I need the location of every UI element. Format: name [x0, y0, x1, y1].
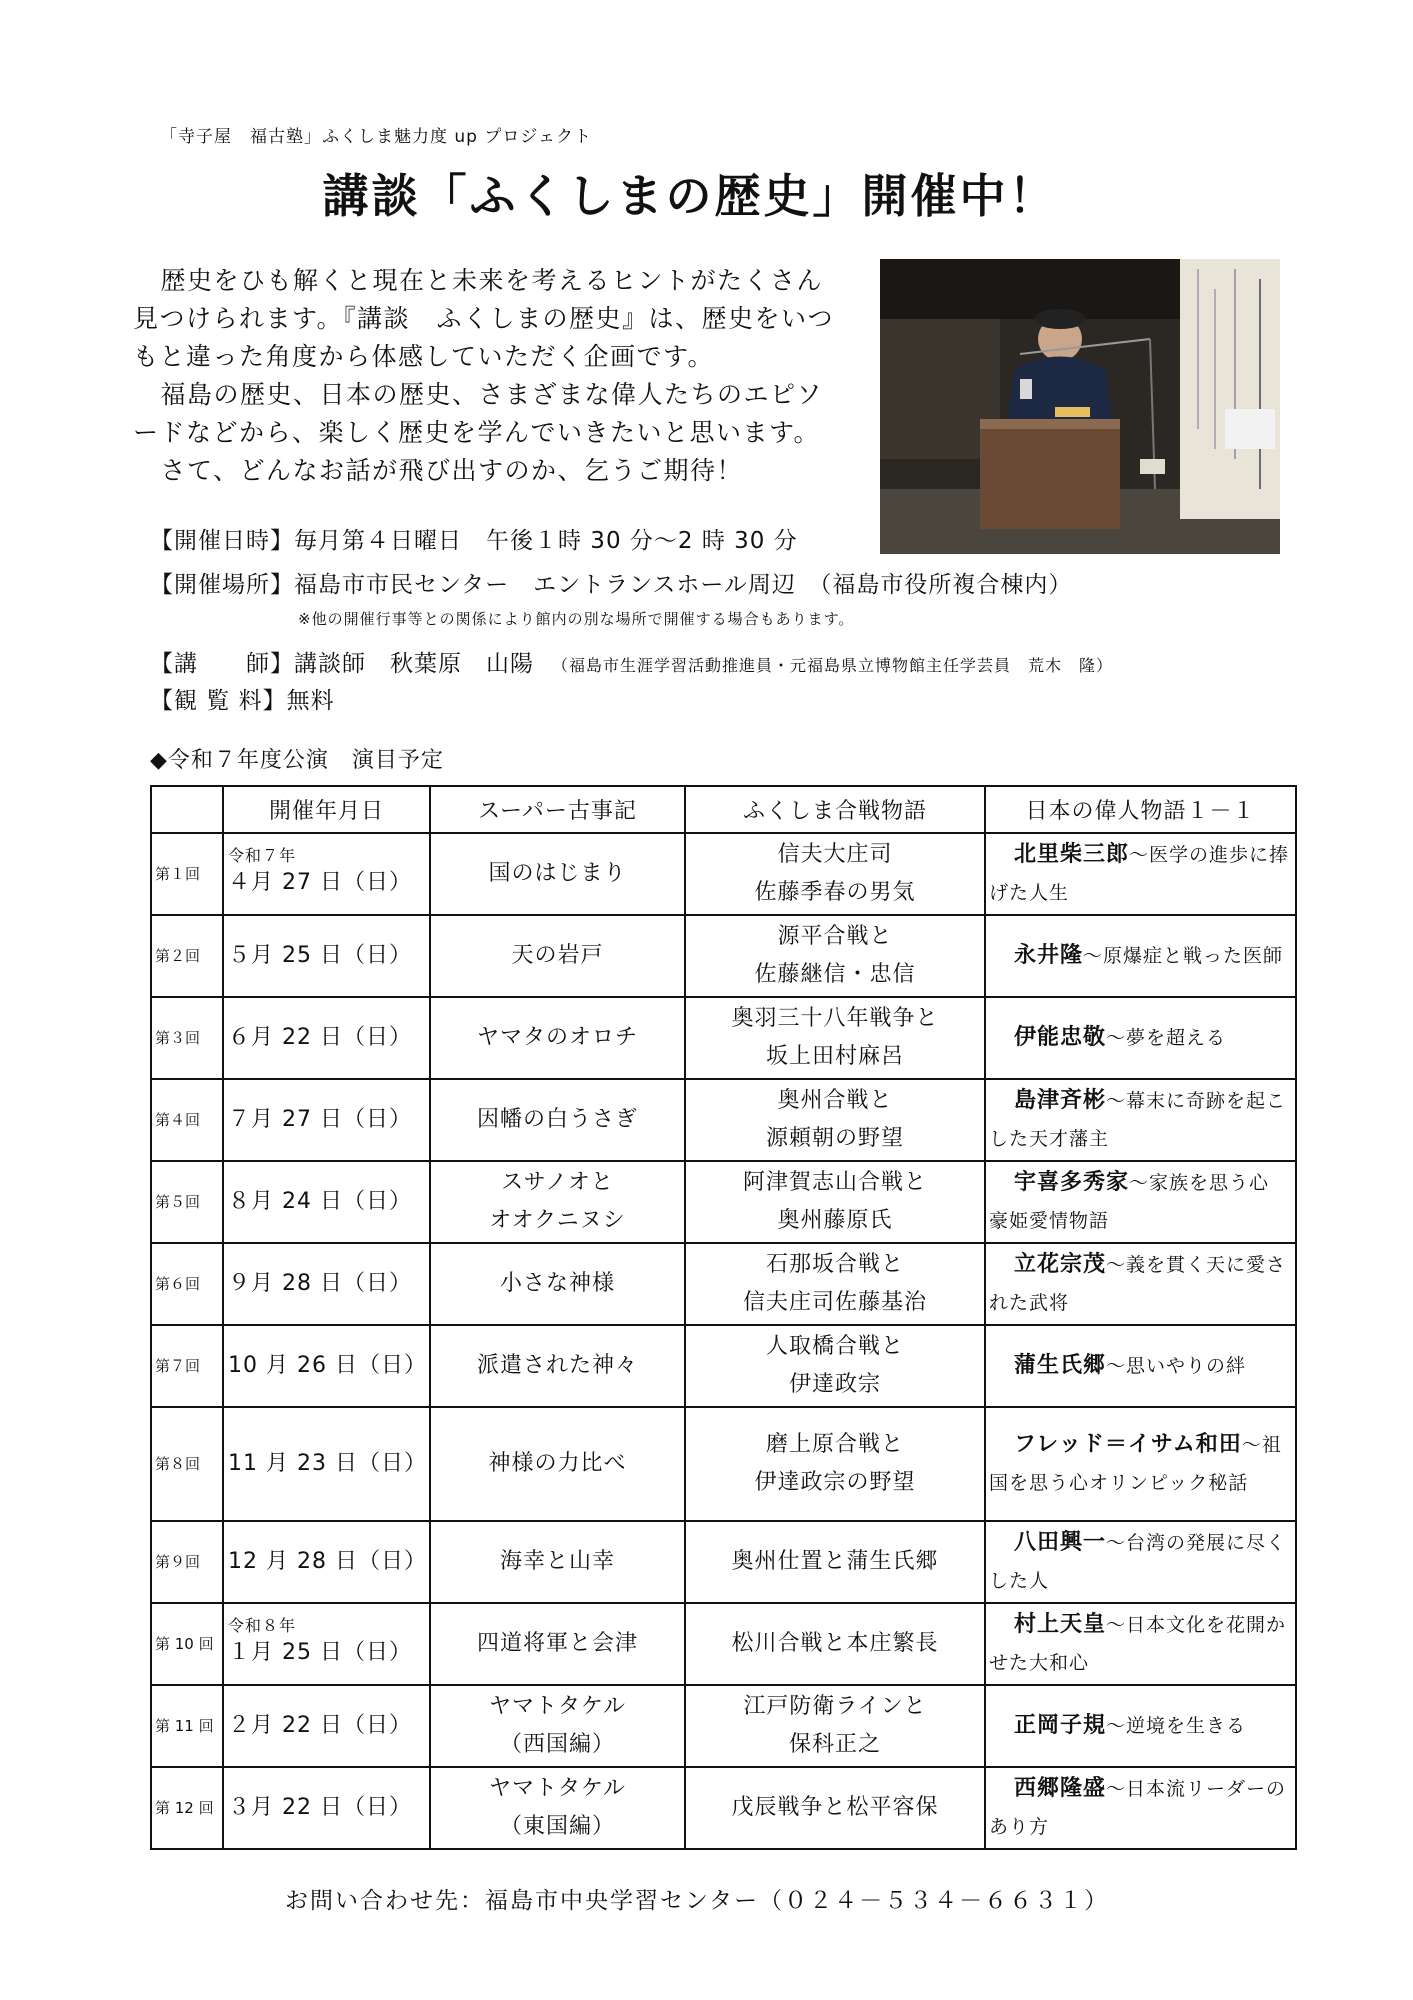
header-num	[151, 786, 223, 833]
era-year: 令和７年	[228, 846, 297, 865]
table-row	[151, 915, 1296, 997]
table-row	[151, 1685, 1296, 1767]
table-row	[151, 1079, 1296, 1161]
table-row	[151, 1161, 1296, 1243]
kassen-line: 石那坂合戦と	[765, 1252, 904, 1277]
session-number: 第１回	[151, 833, 223, 915]
session-date: ７月 27 日（日）	[228, 1107, 412, 1132]
session-date: １月 25 日（日）	[228, 1640, 412, 1665]
ijin-name: フレッド＝イサム和田	[1014, 1432, 1242, 1457]
lecturer-value: 講談師 秋葉原 山陽	[294, 651, 534, 677]
ijin-description: ～台湾の発展に尽くした人	[989, 1532, 1287, 1592]
session-date-cell	[223, 1407, 430, 1521]
page-title: 講談「ふくしまの歴史」開催中！	[322, 169, 1058, 223]
kassen-cell	[685, 1521, 985, 1603]
storyteller-photo	[880, 259, 1280, 554]
session-date-cell	[223, 1243, 430, 1325]
ijin-cell	[985, 915, 1296, 997]
kassen-line: 奥州合戦と	[777, 1088, 893, 1113]
fee-value: 無料	[286, 688, 335, 714]
lecturer-label: 【講 師】	[150, 651, 294, 677]
session-number: 第 12 回	[151, 1767, 223, 1849]
ijin-name: 立花宗茂	[1014, 1252, 1107, 1277]
session-date-cell	[223, 1685, 430, 1767]
ijin-description: ～逆境を生きる	[1106, 1715, 1247, 1737]
kojiki-title: ヤマトタケル （東国編）	[430, 1767, 685, 1849]
session-date: ６月 22 日（日）	[228, 1025, 412, 1050]
fee-label: 【観 覧 料】	[150, 688, 287, 714]
ijin-cell	[985, 1325, 1296, 1407]
kassen-cell	[685, 1603, 985, 1685]
session-date-cell	[223, 1521, 430, 1603]
contact-info: お問い合わせ先：福島市中央学習センター（０２４－５３４－６６３１）	[285, 1888, 1110, 1914]
kassen-line: 保科正之	[788, 1732, 881, 1757]
kassen-line: 江戸防衛ラインと	[743, 1694, 927, 1719]
session-date: ３月 22 日（日）	[228, 1795, 412, 1820]
header-ijin: 日本の偉人物語１－１	[985, 786, 1296, 833]
season-title: ◆令和７年度公演 演目予定	[150, 748, 444, 773]
ijin-description: ～義を貫く天に愛された武将	[989, 1254, 1287, 1314]
kassen-line: 磨上原合戦と	[765, 1432, 904, 1457]
venue-value: 福島市市民センター エントランスホール周辺 （福島市役所複合棟内）	[294, 572, 1073, 598]
ijin-cell	[985, 1161, 1296, 1243]
ijin-cell	[985, 1079, 1296, 1161]
session-number: 第 11 回	[151, 1685, 223, 1767]
kassen-line: 伊達政宗の野望	[754, 1470, 916, 1495]
table-header-row	[151, 786, 1296, 833]
kassen-cell	[685, 915, 985, 997]
info-venue	[150, 566, 1072, 599]
header-kassen: ふくしま合戦物語	[685, 786, 985, 833]
venue-label: 【開催場所】	[150, 572, 294, 598]
session-number: 第４回	[151, 1079, 223, 1161]
session-date: ２月 22 日（日）	[228, 1713, 412, 1738]
ijin-description: ～家族を思う心 豪姫愛情物語	[989, 1172, 1290, 1232]
table-row	[151, 1603, 1296, 1685]
kojiki-title: 国のはじまり	[430, 833, 685, 915]
ijin-cell	[985, 1767, 1296, 1849]
era-year: 令和８年	[228, 1616, 297, 1635]
kojiki-title: ヤマトタケル （西国編）	[430, 1685, 685, 1767]
session-date: ９月 28 日（日）	[228, 1271, 412, 1296]
table-row	[151, 1767, 1296, 1849]
ijin-name: 伊能忠敬	[1014, 1025, 1107, 1050]
session-date-cell	[223, 833, 430, 915]
session-date: ４月 27 日（日）	[228, 870, 412, 895]
kassen-line: 奥州仕置と蒲生氏郷	[731, 1549, 939, 1574]
kassen-line: 松川合戦と本庄繁長	[731, 1631, 939, 1656]
session-number: 第９回	[151, 1521, 223, 1603]
ijin-description: ～日本文化を花開かせた大和心	[989, 1614, 1287, 1674]
session-date-cell	[223, 997, 430, 1079]
kojiki-title: 天の岩戸	[430, 915, 685, 997]
kassen-cell	[685, 1685, 985, 1767]
ijin-name: 宇喜多秀家	[1014, 1170, 1130, 1195]
datetime-label: 【開催日時】	[150, 528, 294, 554]
kassen-cell	[685, 1079, 985, 1161]
kojiki-title: スサノオと オオクニヌシ	[430, 1161, 685, 1243]
ijin-cell	[985, 997, 1296, 1079]
table-row	[151, 1243, 1296, 1325]
ijin-cell	[985, 1685, 1296, 1767]
kassen-line: 源頼朝の野望	[765, 1126, 904, 1151]
kassen-line: 奥羽三十八年戦争と	[731, 1006, 939, 1031]
ijin-name: 正岡子規	[1014, 1713, 1107, 1738]
table-row	[151, 833, 1296, 915]
kassen-cell	[685, 997, 985, 1079]
kojiki-title: 海幸と山幸	[430, 1521, 685, 1603]
kassen-line: 信夫大庄司	[777, 842, 893, 867]
ijin-description: ～祖国を思う心オリンピック秘話	[989, 1434, 1282, 1494]
kassen-line: 佐藤季春の男気	[754, 880, 916, 905]
session-date: ８月 24 日（日）	[228, 1189, 412, 1214]
session-date-cell	[223, 1603, 430, 1685]
kojiki-title: 四道将軍と会津	[430, 1603, 685, 1685]
ijin-cell	[985, 1603, 1296, 1685]
kassen-line: 伊達政宗	[788, 1372, 881, 1397]
kassen-cell	[685, 1243, 985, 1325]
header-date: 開催年月日	[223, 786, 430, 833]
session-number: 第２回	[151, 915, 223, 997]
kassen-cell	[685, 1767, 985, 1849]
venue-note: ※他の開催行事等との関係により館内の別な場所で開催する場合もあります。	[298, 610, 855, 628]
kassen-line: 坂上田村麻呂	[765, 1044, 904, 1069]
ijin-cell	[985, 833, 1296, 915]
session-number: 第 10 回	[151, 1603, 223, 1685]
session-date-cell	[223, 1161, 430, 1243]
ijin-description: ～医学の進歩に捧げた人生	[989, 844, 1290, 904]
kojiki-title: 小さな神様	[430, 1243, 685, 1325]
info-lecturer	[150, 645, 1113, 678]
kassen-cell	[685, 1407, 985, 1521]
datetime-value: 毎月第４日曜日 午後１時 30 分～2 時 30 分	[294, 528, 798, 554]
session-date-cell	[223, 915, 430, 997]
lecturer-note: （福島市生涯学習活動推進員・元福島県立博物館主任学芸員 荒木 隆）	[552, 656, 1114, 675]
table-row	[151, 1325, 1296, 1407]
ijin-name: 蒲生氏郷	[1014, 1353, 1107, 1378]
kojiki-title: 派遣された神々	[430, 1325, 685, 1407]
ijin-description: ～夢を超える	[1106, 1027, 1227, 1049]
session-number: 第５回	[151, 1161, 223, 1243]
session-number: 第７回	[151, 1325, 223, 1407]
kojiki-title: 因幡の白うさぎ	[430, 1079, 685, 1161]
ijin-name: 村上天皇	[1014, 1612, 1107, 1637]
ijin-cell	[985, 1521, 1296, 1603]
ijin-description: ～幕末に奇跡を起こした天才藩主	[989, 1090, 1287, 1150]
session-date: 12 月 28 日（日）	[228, 1549, 427, 1574]
session-date-cell	[223, 1767, 430, 1849]
ijin-name: 島津斉彬	[1014, 1088, 1107, 1113]
kassen-line: 信夫庄司佐藤基治	[742, 1290, 927, 1315]
kassen-cell	[685, 833, 985, 915]
kassen-line: 源平合戦と	[777, 924, 893, 949]
intro-paragraph-2: 福島の歴史、日本の歴史、さまざまな偉人たちのエピソードなどから、楽しく歴史を学んでいきたいと思います。	[133, 380, 824, 447]
kassen-line: 戊辰戦争と松平容保	[731, 1795, 939, 1820]
kassen-line: 奥州藤原氏	[777, 1208, 893, 1233]
ijin-cell	[985, 1407, 1296, 1521]
header-kojiki: スーパー古事記	[430, 786, 685, 833]
session-date-cell	[223, 1325, 430, 1407]
kojiki-title: 神様の力比べ	[430, 1407, 685, 1521]
session-date: ５月 25 日（日）	[228, 943, 412, 968]
info-datetime	[150, 522, 798, 555]
ijin-description: ～日本流リーダーのあり方	[989, 1778, 1287, 1838]
kojiki-title: ヤマタのオロチ	[430, 997, 685, 1079]
ijin-description: ～原爆症と戦った医師	[1083, 945, 1284, 967]
session-date: 11 月 23 日（日）	[228, 1451, 427, 1476]
intro-paragraph-3: さて、どんなお話が飛び出すのか、乞うご期待！	[160, 456, 744, 485]
info-fee	[150, 682, 335, 715]
ijin-name: 西郷隆盛	[1014, 1776, 1107, 1801]
session-number: 第８回	[151, 1407, 223, 1521]
session-number: 第６回	[151, 1243, 223, 1325]
ijin-name: 八田興一	[1014, 1530, 1107, 1555]
kassen-cell	[685, 1161, 985, 1243]
intro-text	[133, 262, 843, 490]
ijin-description: ～思いやりの絆	[1106, 1355, 1247, 1377]
project-name: 「寺子屋 福古塾」ふくしま魅力度 up プロジェクト	[160, 127, 593, 147]
session-date-cell	[223, 1079, 430, 1161]
ijin-name: 永井隆	[1014, 943, 1084, 968]
table-row	[151, 1407, 1296, 1521]
session-number: 第３回	[151, 997, 223, 1079]
kassen-line: 阿津賀志山合戦と	[742, 1170, 927, 1195]
session-date: 10 月 26 日（日）	[228, 1353, 427, 1378]
table-row	[151, 997, 1296, 1079]
intro-paragraph-1: 歴史をひも解くと現在と未来を考えるヒントがたくさん見つけられます。『講談 ふくしまの歴史』は、歴史をいつもと違った角度から体感していただく企画です。	[133, 266, 835, 371]
schedule-table	[150, 785, 1297, 1850]
table-row	[151, 1521, 1296, 1603]
ijin-cell	[985, 1243, 1296, 1325]
kassen-cell	[685, 1325, 985, 1407]
ijin-name: 北里柴三郎	[1014, 842, 1130, 867]
kassen-line: 人取橋合戦と	[765, 1334, 904, 1359]
kassen-line: 佐藤継信・忠信	[754, 962, 916, 987]
